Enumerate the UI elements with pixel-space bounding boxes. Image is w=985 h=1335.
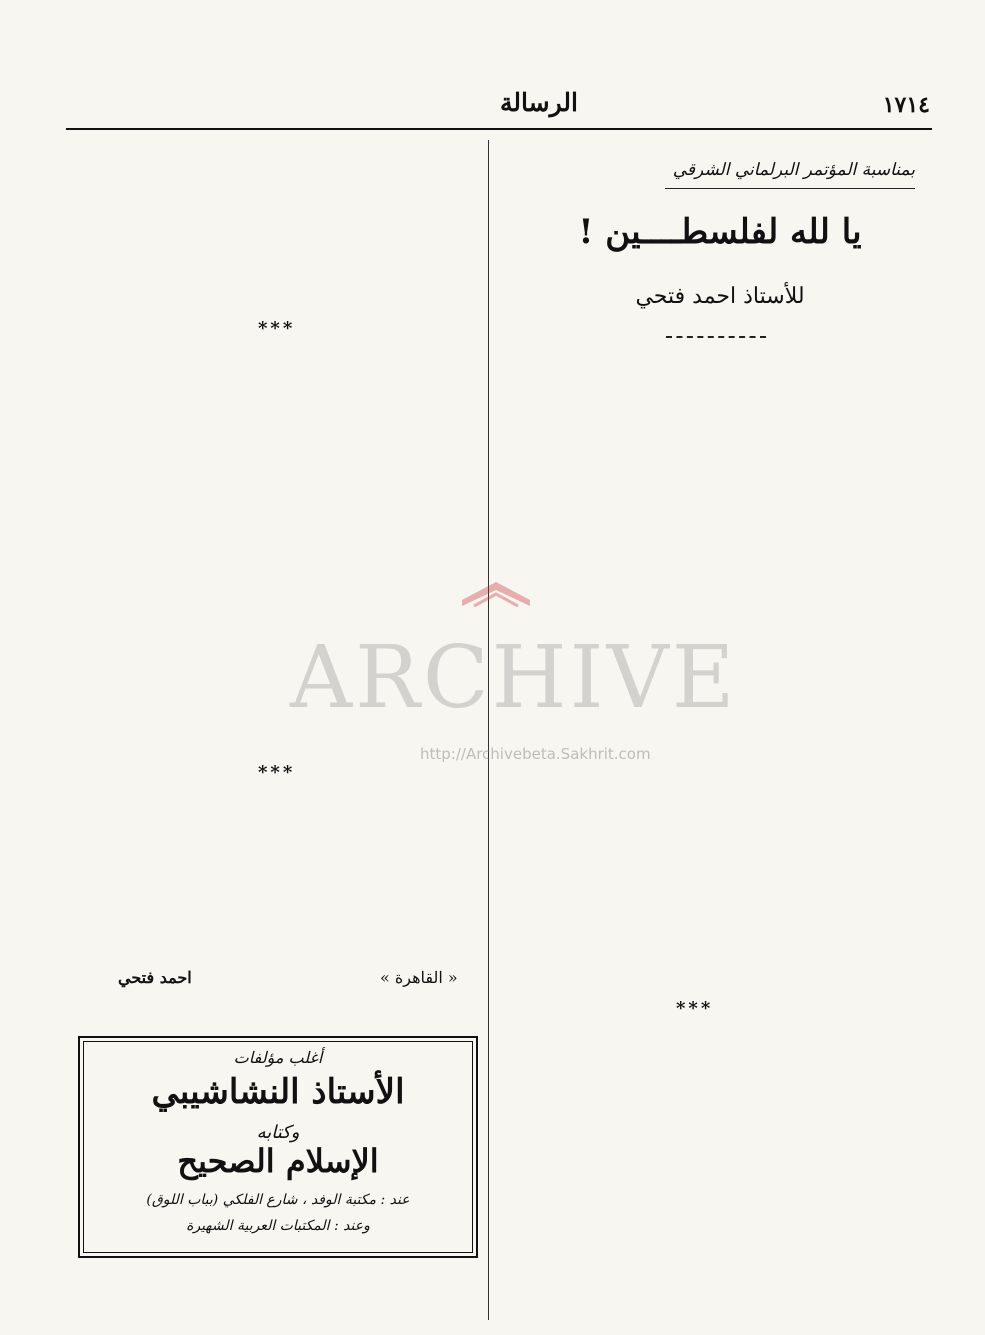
watermark-text: ARCHIVE	[290, 628, 738, 728]
place-line: « القاهرة »	[380, 968, 458, 987]
ad-book-title: الإسلام الصحيح	[177, 1142, 379, 1180]
title-dash	[666, 336, 766, 338]
magazine-title: الرسالة	[500, 88, 578, 117]
page-number: ١٧١٤	[882, 92, 930, 118]
occasion-caption: بمناسبة المؤتمر البرلماني الشرقي	[672, 160, 915, 180]
page-header	[70, 84, 930, 128]
section-stars: ***	[258, 318, 296, 339]
archive-logo-icon	[456, 560, 536, 620]
poem-author: للأستاذ احمد فتحي	[635, 284, 805, 309]
ad-address-1: عند : مكتبة الوفد ، شارع الفلكي (بباب اللوق)	[146, 1192, 410, 1208]
section-stars: ***	[258, 762, 296, 783]
section-stars: ***	[676, 998, 714, 1019]
ad-author-name: الأستاذ النشاشيبي	[151, 1072, 405, 1112]
occasion-rule	[665, 188, 915, 189]
ad-and-book: وكتابه	[256, 1122, 300, 1143]
ad-lead: أغلب مؤلفات	[233, 1048, 323, 1067]
watermark-url: http://Archivebeta.Sakhrit.com	[420, 745, 651, 763]
column-divider	[488, 140, 489, 1320]
poem-title: يا لله لفلسطــــين !	[578, 212, 862, 252]
poet-signature: احمد فتحي	[118, 968, 192, 987]
book-advertisement	[78, 1036, 478, 1258]
header-rule	[66, 128, 932, 130]
ad-address-2: وعند : المكتبات العربية الشهيرة	[186, 1218, 370, 1234]
